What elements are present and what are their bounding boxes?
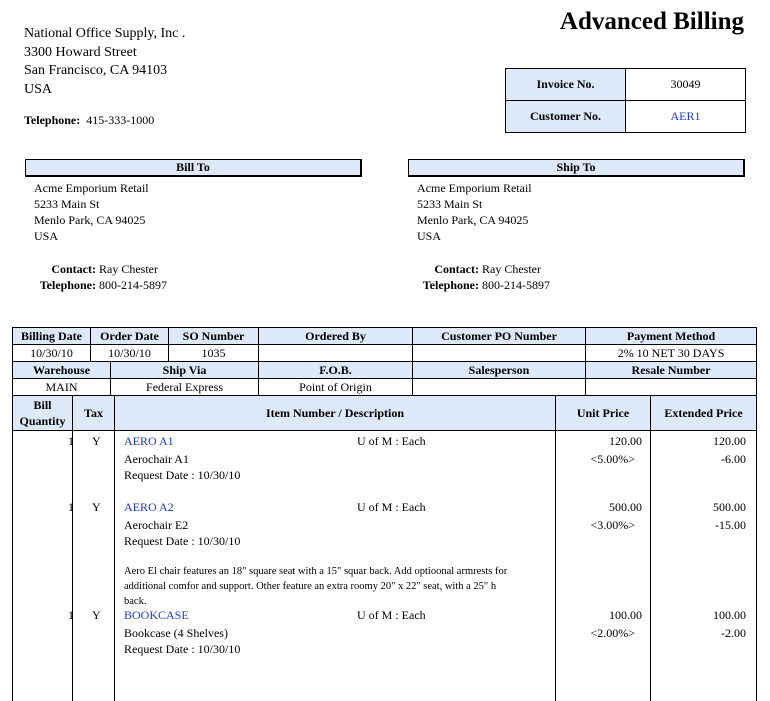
item-unit-price: 100.00 <box>609 608 642 622</box>
item-request-date: Request Date : 10/30/10 <box>124 642 241 656</box>
item-quantity: 1 <box>68 500 74 514</box>
payment-method: 2% 10 NET 30 DAYS <box>586 345 757 362</box>
item-extended-discount: -15.00 <box>715 518 746 532</box>
ship-to-header: Ship To <box>408 159 745 177</box>
salesperson <box>413 379 586 396</box>
item-discount: <2.00%> <box>590 626 635 640</box>
contact-label: Contact: <box>434 262 479 276</box>
resale-number-header: Resale Number <box>586 362 757 379</box>
salesperson-header: Salesperson <box>413 362 586 379</box>
ship-to-contact <box>417 261 550 293</box>
customer-no-link[interactable]: AER1 <box>626 101 746 133</box>
so-number: 1035 <box>169 345 259 362</box>
item-uom: U of M : Each <box>357 500 426 514</box>
warehouse: MAIN <box>13 379 111 396</box>
item-quantity: 1 <box>68 434 74 448</box>
item-number-link[interactable]: AERO A2 <box>124 500 174 514</box>
item-quantity: 1 <box>68 608 74 622</box>
company-country: USA <box>24 81 53 97</box>
invoice-no-label: Invoice No. <box>506 69 626 101</box>
order-date: 10/30/10 <box>91 345 169 362</box>
item-extended-price: 120.00 <box>713 434 746 448</box>
item-request-date: Request Date : 10/30/10 <box>124 534 241 548</box>
fob-header: F.O.B. <box>259 362 413 379</box>
ship-to-city: Menlo Park, CA 94025 <box>417 213 529 227</box>
bill-to-city: Menlo Park, CA 94025 <box>34 213 146 227</box>
item-unit-price: 500.00 <box>609 500 642 514</box>
order-date-header: Order Date <box>91 328 169 345</box>
bill-to-contact <box>34 261 167 293</box>
company-telephone <box>24 113 154 128</box>
item-tax: Y <box>92 500 101 514</box>
telephone-label: Telephone: <box>422 278 479 292</box>
ship-via-header: Ship Via <box>111 362 259 379</box>
item-description: Aerochair E2 <box>124 518 189 532</box>
item-extended-price: 100.00 <box>713 608 746 622</box>
customer-po <box>413 345 586 362</box>
telephone-label: Telephone: <box>24 113 81 127</box>
item-extended-price: 500.00 <box>713 500 746 514</box>
company-street: 3300 Howard Street <box>24 44 137 60</box>
customer-no-label: Customer No. <box>506 101 626 133</box>
item-unit-price: 120.00 <box>609 434 642 448</box>
item-description: Bookcase (4 Shelves) <box>124 626 228 640</box>
ship-to-address <box>417 180 532 244</box>
contact-value: Ray Chester <box>482 262 541 276</box>
billing-date: 10/30/10 <box>13 345 91 362</box>
item-number-link[interactable]: AERO A1 <box>124 434 174 448</box>
contact-label: Contact: <box>51 262 96 276</box>
ordered-by <box>259 345 413 362</box>
payment-method-header: Payment Method <box>586 328 757 345</box>
description-header: Item Number / Description <box>115 396 556 431</box>
company-address <box>24 25 185 99</box>
telephone-value: 415-333-1000 <box>86 113 155 127</box>
ship-via: Federal Express <box>111 379 259 396</box>
item-tax: Y <box>92 434 101 448</box>
item-extended-discount: -2.00 <box>721 626 746 640</box>
item-uom: U of M : Each <box>357 608 426 622</box>
item-extended-discount: -6.00 <box>721 452 746 466</box>
item-discount: <3.00%> <box>590 518 635 532</box>
telephone-value: 800-214-5897 <box>99 278 167 292</box>
bill-to-address <box>34 180 149 244</box>
page-title: Advanced Billing <box>559 8 744 35</box>
bill-to-header: Bill To <box>25 159 362 177</box>
order-info-table <box>12 327 757 396</box>
billing-date-header: Billing Date <box>13 328 91 345</box>
ordered-by-header: Ordered By <box>259 328 413 345</box>
fob: Point of Origin <box>259 379 413 396</box>
item-uom: U of M : Each <box>357 434 426 448</box>
resale-number <box>586 379 757 396</box>
item-description: Aerochair A1 <box>124 452 189 466</box>
item-discount: <5.00%> <box>590 452 635 466</box>
item-note: Aero El chair features an 18" square seat with a 15" squar back. Add optioonal armrests for additional comfor and support. Other feature an extra roomy 20" x 22" seat, with a 25" h back. <box>124 566 508 607</box>
ship-to-name: Acme Emporium Retail <box>417 181 532 195</box>
ship-to-street: 5233 Main St <box>417 197 483 211</box>
so-number-header: SO Number <box>169 328 259 345</box>
item-request-date: Request Date : 10/30/10 <box>124 468 241 482</box>
extended-price-header: Extended Price <box>651 396 757 431</box>
contact-value: Ray Chester <box>99 262 158 276</box>
bill-to-country: USA <box>34 229 59 243</box>
customer-po-header: Customer PO Number <box>413 328 586 345</box>
bill-to-street: 5233 Main St <box>34 197 100 211</box>
telephone-value: 800-214-5897 <box>482 278 550 292</box>
unit-price-header: Unit Price <box>556 396 651 431</box>
company-name: National Office Supply, Inc . <box>24 26 186 41</box>
item-number-link[interactable]: BOOKCASE <box>124 608 189 622</box>
bill-quantity-header: Bill Quantity <box>13 396 73 431</box>
invoice-no: 30049 <box>626 69 746 101</box>
telephone-label: Telephone: <box>39 278 96 292</box>
tax-header: Tax <box>73 396 115 431</box>
company-city: San Francisco, CA 94103 <box>24 63 168 78</box>
invoice-info <box>505 68 746 133</box>
bill-to-name: Acme Emporium Retail <box>34 181 149 195</box>
item-tax: Y <box>92 608 101 622</box>
ship-to-country: USA <box>417 229 442 243</box>
warehouse-header: Warehouse <box>13 362 111 379</box>
